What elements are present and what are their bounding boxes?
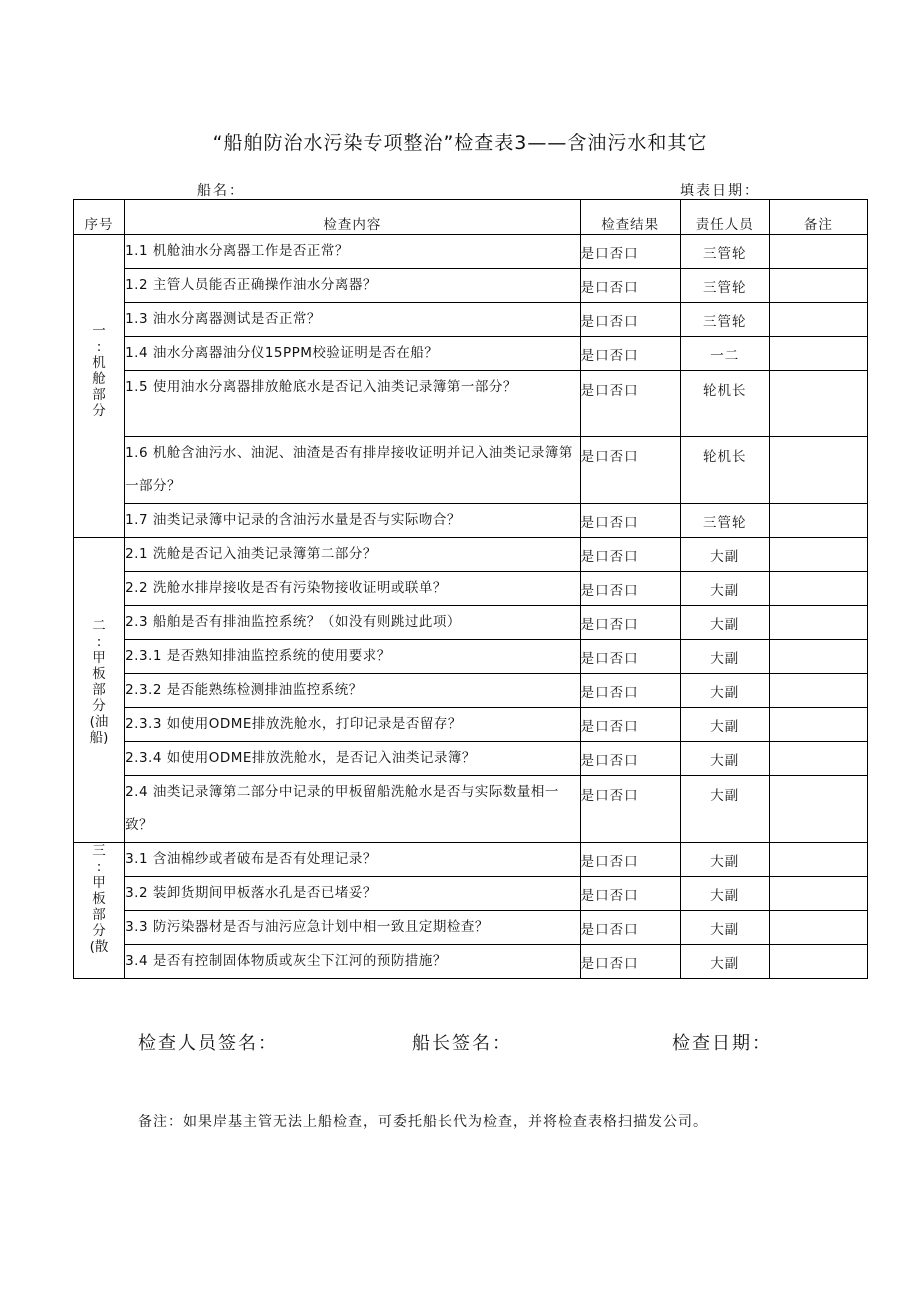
row-content: 1.5 使用油水分离器排放舱底水是否记入油类记录簿第一部分？: [125, 371, 581, 437]
row-note[interactable]: [769, 538, 867, 572]
table-row: [74, 640, 868, 674]
header-responsible: 责任人员: [680, 200, 769, 235]
row-content: 2.3.3 如使用ODME排放洗舱水，打印记录是否留存？: [125, 708, 581, 742]
row-result[interactable]: 是口否口: [580, 303, 680, 337]
row-result[interactable]: 是口否口: [580, 911, 680, 945]
remark-note: 备注：如果岸基主管无法上船检查，可委托船长代为检查，并将检查表格扫描发公司。: [138, 1114, 708, 1130]
table-row: [74, 708, 868, 742]
row-result[interactable]: 是口否口: [580, 538, 680, 572]
table-row: [74, 742, 868, 776]
document-title: “船舶防治水污染专项整治”检查表3——含油污水和其它: [212, 132, 708, 154]
section-label: [74, 538, 125, 843]
row-responsible: 大副: [680, 877, 769, 911]
table-row: [74, 371, 868, 437]
row-content: 1.7 油类记录簿中记录的含油污水量是否与实际吻合？: [125, 504, 581, 538]
row-content: 3.2 装卸货期间甲板落水孔是否已堵妥？: [125, 877, 581, 911]
row-result[interactable]: 是口否口: [580, 235, 680, 269]
row-responsible: 三管轮: [680, 235, 769, 269]
row-responsible: 轮机长: [680, 371, 769, 437]
table-row: [74, 504, 868, 538]
row-content: 2.4 油类记录簿第二部分中记录的甲板留船洗舱水是否与实际数量相一致？: [125, 776, 581, 843]
row-result[interactable]: 是口否口: [580, 776, 680, 843]
row-note[interactable]: [769, 776, 867, 843]
row-responsible: 大副: [680, 538, 769, 572]
row-content: 3.3 防污染器材是否与油污应急计划中相一致且定期检查？: [125, 911, 581, 945]
row-note[interactable]: [769, 742, 867, 776]
row-result[interactable]: 是口否口: [580, 674, 680, 708]
row-note[interactable]: [769, 877, 867, 911]
inspection-date-label: 检查日期：: [672, 1033, 772, 1054]
row-note[interactable]: [769, 572, 867, 606]
row-responsible: 三管轮: [680, 504, 769, 538]
table-row: [74, 843, 868, 877]
row-note[interactable]: [769, 708, 867, 742]
row-note[interactable]: [769, 504, 867, 538]
row-note[interactable]: [769, 371, 867, 437]
table-row: [74, 606, 868, 640]
row-responsible: 大副: [680, 742, 769, 776]
table-row: [74, 269, 868, 303]
row-result[interactable]: 是口否口: [580, 504, 680, 538]
row-note[interactable]: [769, 843, 867, 877]
row-note[interactable]: [769, 911, 867, 945]
row-result[interactable]: 是口否口: [580, 877, 680, 911]
row-responsible: 一二: [680, 337, 769, 371]
row-result[interactable]: 是口否口: [580, 708, 680, 742]
header-note: 备注: [769, 200, 867, 235]
row-result[interactable]: 是口否口: [580, 437, 680, 504]
section-label: [74, 843, 125, 979]
row-content: 1.4 油水分离器油分仪15PPM校验证明是否在船？: [125, 337, 581, 371]
row-responsible: 大副: [680, 708, 769, 742]
row-responsible: 三管轮: [680, 303, 769, 337]
row-content: 2.3.2 是否能熟练检测排油监控系统？: [125, 674, 581, 708]
row-responsible: 三管轮: [680, 269, 769, 303]
row-content: 2.2 洗舱水排岸接收是否有污染物接收证明或联单？: [125, 572, 581, 606]
row-content: 3.1 含油棉纱或者破布是否有处理记录？: [125, 843, 581, 877]
ship-name-label: 船名：: [197, 183, 245, 199]
inspection-table: [73, 199, 868, 979]
section-2-label: 二 : 甲 板 部 分 (油 船): [89, 618, 109, 746]
row-content: 3.4 是否有控制固体物质或灰尘下江河的预防措施？: [125, 945, 581, 979]
row-responsible: 大副: [680, 674, 769, 708]
row-note[interactable]: [769, 640, 867, 674]
captain-signature-label: 船长签名：: [412, 1033, 512, 1054]
row-note[interactable]: [769, 337, 867, 371]
table-header-row: [74, 200, 868, 235]
row-responsible: 大副: [680, 945, 769, 979]
row-result[interactable]: 是口否口: [580, 945, 680, 979]
row-responsible: 大副: [680, 911, 769, 945]
table-row: [74, 776, 868, 843]
row-content: 2.3.1 是否熟知排油监控系统的使用要求？: [125, 640, 581, 674]
row-result[interactable]: 是口否口: [580, 269, 680, 303]
row-content: 2.3.4 如使用ODME排放洗舱水，是否记入油类记录簿？: [125, 742, 581, 776]
row-result[interactable]: 是口否口: [580, 371, 680, 437]
row-note[interactable]: [769, 437, 867, 504]
row-result[interactable]: 是口否口: [580, 742, 680, 776]
table-row: [74, 337, 868, 371]
row-note[interactable]: [769, 303, 867, 337]
fill-date-label: 填表日期：: [680, 183, 760, 199]
table-row: [74, 235, 868, 269]
row-responsible: 大副: [680, 640, 769, 674]
table-row: [74, 945, 868, 979]
row-note[interactable]: [769, 269, 867, 303]
row-responsible: 大副: [680, 776, 769, 843]
header-result: 检查结果: [580, 200, 680, 235]
table-row: [74, 911, 868, 945]
table-row: [74, 437, 868, 504]
section-label: [74, 235, 125, 538]
section-3-label: 三 : 甲 板 部 分 (散: [89, 843, 109, 955]
row-content: 1.6 机舱含油污水、油泥、油渣是否有排岸接收证明并记入油类记录簿第一部分？: [125, 437, 581, 504]
table-row: [74, 674, 868, 708]
row-content: 1.3 油水分离器测试是否正常？: [125, 303, 581, 337]
row-note[interactable]: [769, 606, 867, 640]
row-result[interactable]: 是口否口: [580, 606, 680, 640]
row-note[interactable]: [769, 235, 867, 269]
row-note[interactable]: [769, 674, 867, 708]
row-content: 1.1 机舱油水分离器工作是否正常？: [125, 235, 581, 269]
row-content: 1.2 主管人员能否正确操作油水分离器？: [125, 269, 581, 303]
row-responsible: 大副: [680, 843, 769, 877]
row-responsible: 轮机长: [680, 437, 769, 504]
row-result[interactable]: 是口否口: [580, 843, 680, 877]
row-result[interactable]: 是口否口: [580, 337, 680, 371]
table-row: [74, 303, 868, 337]
header-no: 序号: [74, 200, 125, 235]
table-row: [74, 538, 868, 572]
header-content: 检查内容: [125, 200, 581, 235]
row-result[interactable]: 是口否口: [580, 572, 680, 606]
table-row: [74, 572, 868, 606]
table-row: [74, 877, 868, 911]
row-content: 2.1 洗舱是否记入油类记录簿第二部分？: [125, 538, 581, 572]
row-result[interactable]: 是口否口: [580, 640, 680, 674]
row-responsible: 大副: [680, 572, 769, 606]
inspector-signature-label: 检查人员签名：: [138, 1033, 278, 1054]
section-1-label: 一 : 机 舱 部 分: [92, 323, 106, 419]
row-responsible: 大副: [680, 606, 769, 640]
row-content: 2.3 船舶是否有排油监控系统？（如没有则跳过此项）: [125, 606, 581, 640]
row-note[interactable]: [769, 945, 867, 979]
